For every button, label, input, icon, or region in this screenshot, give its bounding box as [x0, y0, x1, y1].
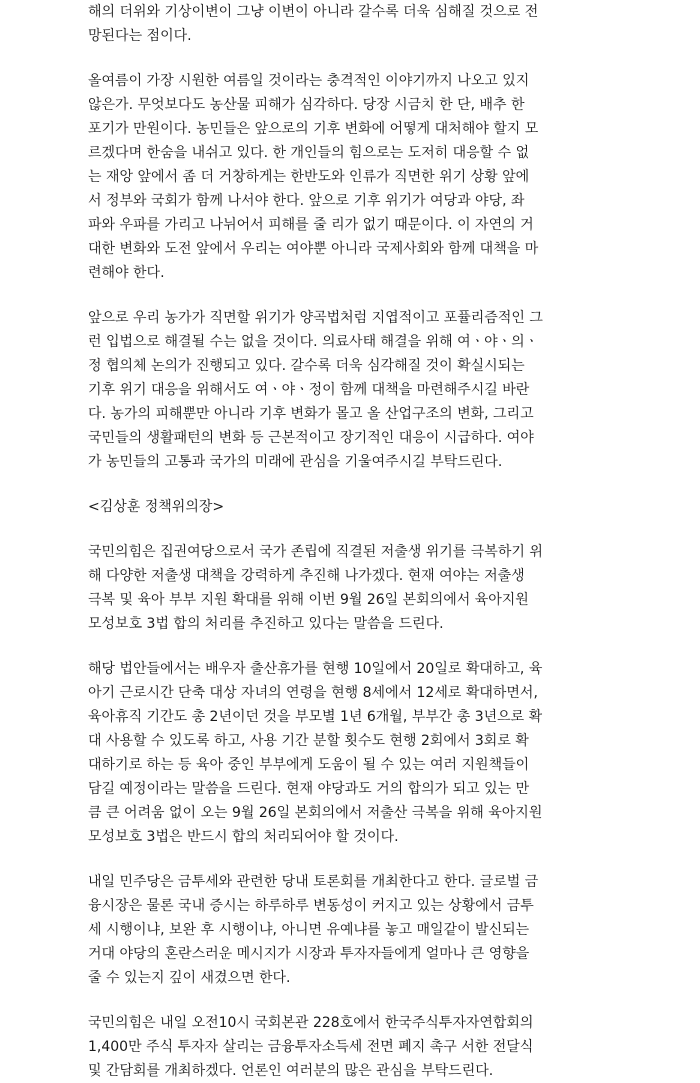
text-line: 국민의힘은 내일 오전10시 국회본관 228호에서 한국주식투자자연합회의 [88, 1015, 534, 1031]
text-line: 르겠다며 한숨을 내쉬고 있다. 한 개인들의 힘으로는 도저히 대응할 수 없 [88, 145, 530, 161]
body-paragraph [88, 0, 614, 48]
paragraph-gap [88, 519, 614, 540]
text-line: 담길 예정이라는 말씀을 드린다. 현재 야당과도 거의 합의가 되고 있는 만 [88, 781, 530, 797]
text-line: 대하기로 하는 등 육아 중인 부부에게 도움이 될 수 있는 여러 지원책들이 [88, 757, 530, 773]
text-line: 줄 수 있는지 깊이 새겼으면 한다. [88, 970, 291, 986]
text-line: 앞으로 우리 농가가 직면할 위기가 양곡법처럼 지엽적이고 포퓰리즘적인 그 [88, 310, 543, 326]
body-paragraph [88, 657, 614, 849]
text-line: 1,400만 주식 투자자 살리는 금융투자소득세 전면 폐지 촉구 서한 전달식 [88, 1039, 534, 1055]
paragraph-gap [88, 474, 614, 495]
text-line: 망된다는 점이다. [88, 28, 192, 44]
text-line: 런 입법으로 해결될 수는 없을 것이다. 의료사태 해결을 위해 여ㆍ야ㆍ의ㆍ [88, 334, 539, 350]
body-paragraph [88, 540, 614, 636]
text-line: 다. 농가의 피해뿐만 아니라 기후 변화가 몰고 올 산업구조의 변화, 그리고 [88, 406, 534, 422]
text-line: 육아휴직 기간도 총 2년이던 것을 부모별 1년 6개월, 부부간 총 3년으로 확 [88, 709, 543, 725]
paragraph-gap [88, 849, 614, 870]
text-line: 대 사용할 수 있도록 하고, 사용 기간 분할 횟수도 현행 2회에서 3회로 확 [88, 733, 529, 749]
text-line: 내일 민주당은 금투세와 관련한 당내 토론회를 개최한다고 한다. 글로벌 금 [88, 874, 539, 890]
text-line: 국민들의 생활패턴의 변화 등 근본적이고 장기적인 대응이 시급하다. 여야 [88, 430, 534, 446]
text-line: 세 시행이냐, 보완 후 시행이냐, 아니면 유예냐를 놓고 매일같이 발신되는 [88, 922, 530, 938]
text-line: 모성보호 3법 합의 처리를 추진하고 있다는 말씀을 드린다. [88, 616, 444, 632]
text-line: 는 재앙 앞에서 좀 더 거창하게는 한반도와 인류가 직면한 위기 상황 앞에 [88, 169, 530, 185]
text-line: 아기 근로시간 단축 대상 자녀의 연령을 현행 8세에서 12세로 확대하면서, [88, 685, 538, 701]
text-line: 파와 우파를 가리고 나뉘어서 피해를 줄 리가 없기 때문이다. 이 자연의 거 [88, 217, 534, 233]
text-line: <김상훈 정책위의장> [88, 499, 225, 515]
text-line: 거대 야당의 혼란스러운 메시지가 시장과 투자자들에게 얼마나 큰 영향을 [88, 946, 530, 962]
text-line: 극복 및 육아 부부 지원 확대를 위해 이번 9월 26일 본회의에서 육아지원 [88, 592, 529, 608]
text-line: 기후 위기 대응을 위해서도 여ㆍ야ㆍ정이 함께 대책을 마련해주시길 바란 [88, 382, 530, 398]
paragraph-gap [88, 636, 614, 657]
paragraph-gap [88, 990, 614, 1011]
text-line: 대한 변화와 도전 앞에서 우리는 여야뿐 아니라 국제사회와 함께 대책을 마 [88, 241, 539, 257]
text-line: 가 농민들의 고통과 국가의 미래에 관심을 기울여주시길 부탁드린다. [88, 454, 503, 470]
body-paragraph [88, 69, 614, 285]
text-line: 련해야 한다. [88, 265, 165, 281]
text-line: 해 다양한 저출생 대책을 강력하게 추진해 나가겠다. 현재 여야는 저출생 [88, 568, 525, 584]
body-paragraph [88, 1011, 614, 1083]
body-paragraph [88, 306, 614, 474]
text-line: 큼 큰 어려움 없이 오는 9월 26일 본회의에서 저출산 극복을 위해 육아지원 [88, 805, 543, 821]
text-line: 모성보호 3법은 반드시 합의 처리되어야 할 것이다. [88, 829, 399, 845]
text-line: 및 간담회를 개최하겠다. 언론인 여러분의 많은 관심을 부탁드린다. [88, 1063, 494, 1079]
paragraph-gap [88, 285, 614, 306]
text-line: 않은가. 무엇보다도 농산물 피해가 심각하다. 당장 시금치 한 단, 배추 한 [88, 97, 525, 113]
text-line: 포기가 만원이다. 농민들은 앞으로의 기후 변화에 어떻게 대처해야 할지 모 [88, 121, 539, 137]
text-line: 정 협의체 논의가 진행되고 있다. 갈수록 더욱 심각해질 것이 확실시되는 [88, 358, 525, 374]
text-line: 해당 법안들에서는 배우자 출산휴가를 현행 10일에서 20일로 확대하고, 육 [88, 661, 543, 677]
body-paragraph [88, 870, 614, 990]
text-line: 해의 더위와 기상이변이 그냥 이변이 아니라 갈수록 더욱 심해질 것으로 전 [88, 4, 539, 20]
text-line: 서 정부와 국회가 함께 나서야 한다. 앞으로 기후 위기가 여당과 야당, 좌 [88, 193, 525, 209]
text-line: 융시장은 물론 국내 증시는 하루하루 변동성이 커지고 있는 상황에서 금투 [88, 898, 534, 914]
text-line: 국민의힘은 집권여당으로서 국가 존립에 직결된 저출생 위기를 극복하기 위 [88, 544, 543, 560]
section-heading [88, 495, 614, 519]
paragraph-gap [88, 48, 614, 69]
text-line: 올여름이 가장 시원한 여름일 것이라는 충격적인 이야기까지 나오고 있지 [88, 73, 530, 89]
